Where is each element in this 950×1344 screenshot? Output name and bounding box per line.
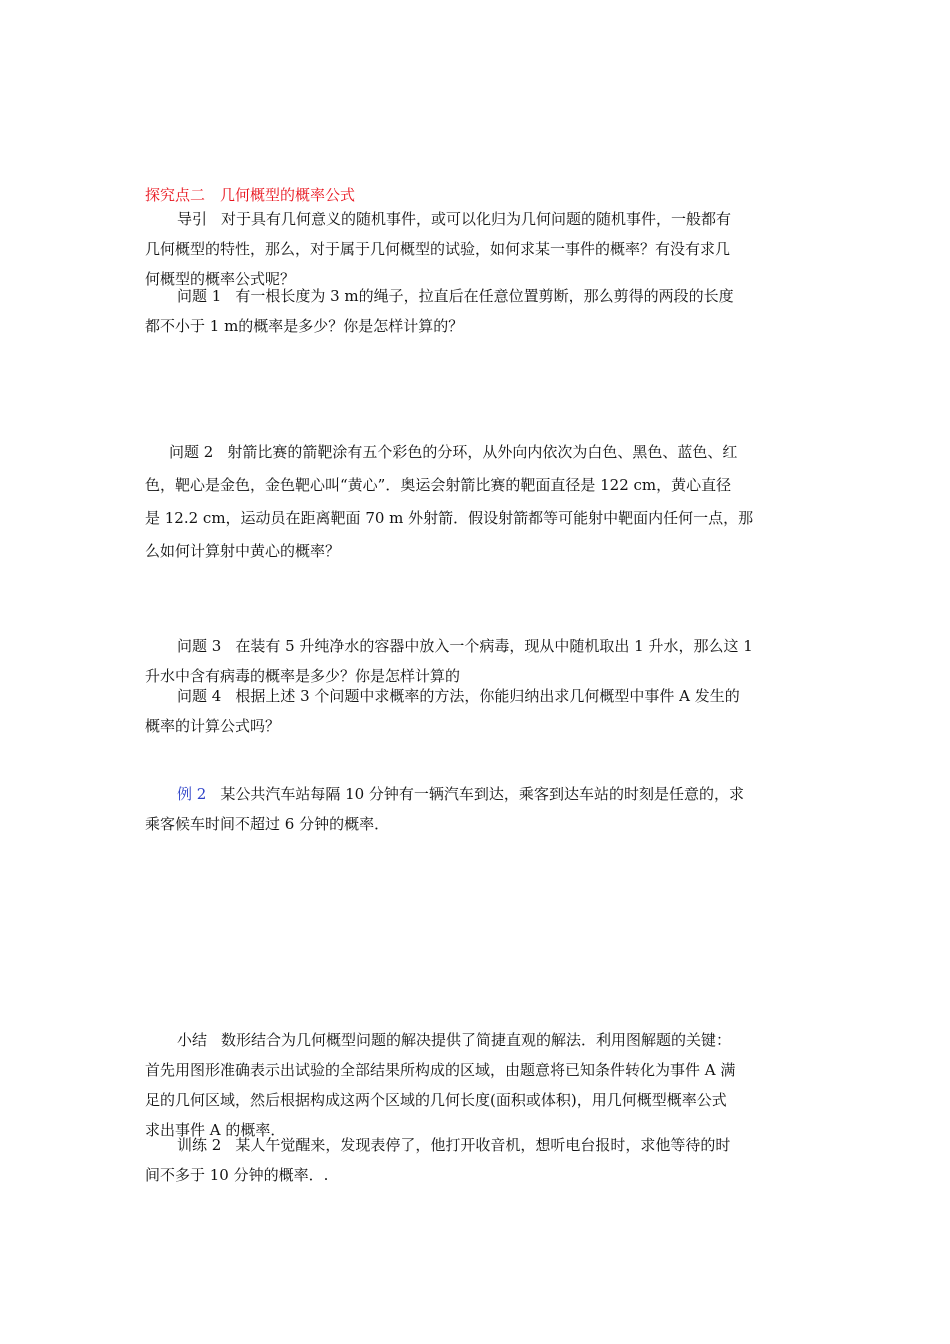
training2-line-1: 训练 2 某人午觉醒来，发现表停了，他打开收音机，想听电台报时，求他等待的时 <box>177 1136 731 1154</box>
section-heading: 探究点二 几何概型的概率公式 <box>145 186 356 204</box>
q3-line-1: 问题 3 在装有 5 升纯净水的容器中放入一个病毒，现从中随机取出 1 升水，那么这 1 <box>177 637 753 655</box>
intro-line-3: 何概型的概率公式呢？ <box>145 270 296 288</box>
q2-line-4: 么如何计算射中黄心的概率？ <box>145 542 341 560</box>
q4-line-1: 问题 4 根据上述 3 个问题中求概率的方法，你能归纳出求几何概型中事件 A 发生的 <box>177 687 740 705</box>
q2-label: 问题 2 <box>169 443 214 461</box>
summary-line-1: 小结 数形结合为几何概型问题的解决提供了简捷直观的解法．利用图解题的关键： <box>177 1031 732 1049</box>
q1-line-1: 问题 1 有一根长度为 3 m的绳子，拉直后在任意位置剪断，那么剪得的两段的长度 <box>177 287 734 305</box>
summary-label: 小结 <box>177 1031 208 1049</box>
example-2-paragraph <box>145 779 809 839</box>
summary-line-3: 足的几何区域，然后根据构成这两个区域的几何长度(面积或体积)，用几何概型概率公式 <box>145 1091 727 1109</box>
q2-line-2: 色，靶心是金色，金色靶心叫“黄心”．奥运会射箭比赛的靶面直径是 122 cm，黄心直径 <box>145 476 732 494</box>
question-1-paragraph <box>145 281 809 341</box>
summary-line-2: 首先用图形准确表示出试验的全部结果所构成的区域，由题意将已知条件转化为事件 A 满 <box>145 1061 736 1079</box>
training2-line-2: 间不多于 10 分钟的概率．. <box>145 1166 329 1184</box>
example2-line-1: 例 2 某公共汽车站每隔 10 分钟有一辆汽车到达，乘客到达车站的时刻是任意的，求 <box>177 785 744 803</box>
q3-line-2: 升水中含有病毒的概率是多少？你是怎样计算的 <box>145 667 461 685</box>
question-4-paragraph <box>145 681 809 741</box>
training2-label: 训练 2 <box>177 1136 222 1154</box>
q2-line-1: 问题 2 射箭比赛的箭靶涂有五个彩色的分环，从外向内依次为白色、黑色、蓝色、红 <box>169 443 738 461</box>
q3-label: 问题 3 <box>177 637 222 655</box>
q4-line-2: 概率的计算公式吗？ <box>145 717 281 735</box>
summary-paragraph <box>145 1025 809 1145</box>
example2-line-2: 乘客候车时间不超过 6 分钟的概率． <box>145 815 390 833</box>
example2-label: 例 2 <box>177 785 207 803</box>
question-2-paragraph <box>145 436 809 568</box>
training-2-paragraph <box>145 1130 809 1190</box>
intro-label: 导引 <box>177 210 208 228</box>
summary-line-4: 求出事件 A 的概率． <box>145 1121 286 1139</box>
intro-line-2: 几何概型的特性，那么，对于属于几何概型的试验，如何求某一事件的概率？有没有求几 <box>145 240 731 258</box>
q1-line-2: 都不小于 1 m的概率是多少？你是怎样计算的？ <box>145 317 464 335</box>
q2-line-3: 是 12.2 cm，运动员在距离靶面 70 m 外射箭．假设射箭都等可能射中靶面内任何一点，那 <box>145 509 754 527</box>
q1-label: 问题 1 <box>177 287 222 305</box>
q4-label: 问题 4 <box>177 687 222 705</box>
intro-line-1: 导引 对于具有几何意义的随机事件，或可以化归为几何问题的随机事件，一般都有 <box>177 210 732 228</box>
